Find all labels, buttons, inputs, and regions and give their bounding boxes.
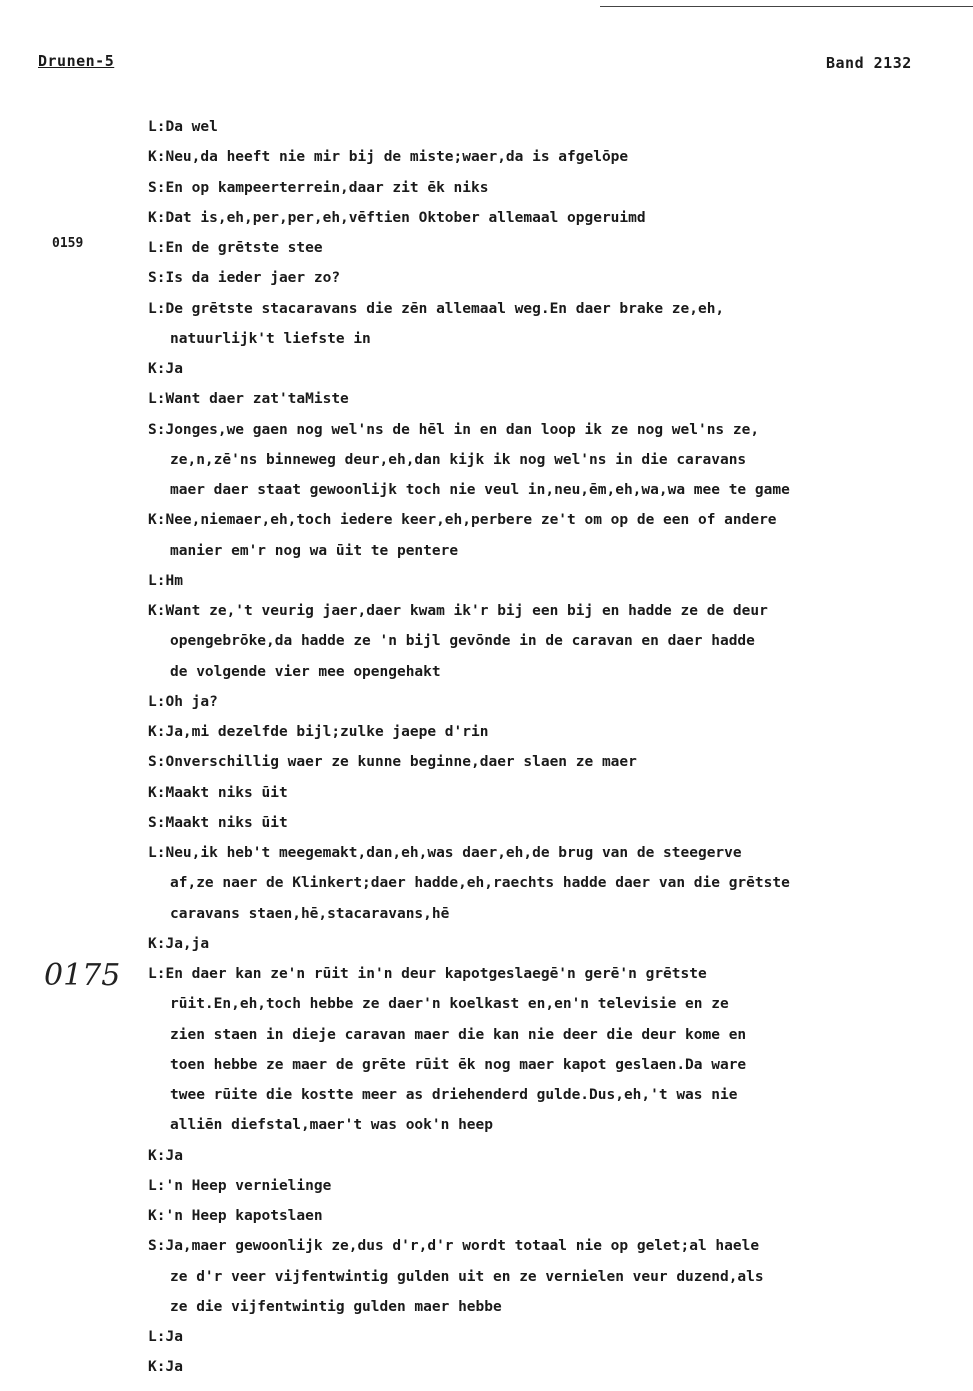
transcript-speaker-line: K:Ja,mi dezelfde bijl;zulke jaepe d'rin (148, 724, 489, 740)
margin-counter-typed: 0159 (52, 236, 84, 251)
tape-number: Band 2132 (826, 54, 912, 72)
transcript-speaker-line: K:Ja (148, 1359, 183, 1376)
transcript-continuation-line: toen hebbe ze maer de grēte rūit ēk nog maer kapot geslaen.Da ware (170, 1056, 747, 1073)
transcript-speaker-line: K:Ja,ja (148, 935, 210, 952)
transcript-continuation-line: rūit.En,eh,toch hebbe ze daer'n koelkast en,en'n televisie en ze (170, 996, 729, 1013)
transcript-speaker-line: L:De grētste stacaravans die zēn allemaal weg.En daer brake ze,eh, (148, 300, 725, 317)
transcript-speaker-line: L:En daer kan ze'n rūit in'n deur kapotgeslaegē'n gerē'n grētste (148, 966, 707, 982)
transcript-speaker-line: L:Hm (148, 572, 183, 589)
transcript-speaker-line: K:Nee,niemaer,eh,toch iedere keer,eh,perbere ze't om op de een of andere (148, 512, 777, 529)
transcript-continuation-line: opengebrōke,da hadde ze 'n bijl gevōnde in de caravan en daer hadde (170, 633, 755, 650)
transcript-continuation-line: ze die vijfentwintig gulden maer hebbe (170, 1298, 502, 1315)
transcript-speaker-line: L:Oh ja? (148, 693, 218, 710)
transcript-speaker-line: S:Maakt niks ūit (148, 814, 288, 831)
document-id: Drunen-5 (38, 52, 115, 70)
transcript-speaker-line: K:Ja (148, 361, 183, 377)
transcript-continuation-line: zien staen in dieje caravan maer die kan nie deer die deur kome en (170, 1026, 747, 1043)
transcript-continuation-line: ze,n,zē'ns binneweg deur,eh,dan kijk ik nog wel'ns in die caravans (170, 451, 747, 468)
transcript-speaker-line: S:Ja,maer gewoonlijk ze,dus d'r,d'r wordt totaal nie op gelet;al haele (148, 1238, 760, 1255)
margin-counter-handwritten: 0175 (44, 958, 121, 993)
transcript-continuation-line: de volgende vier mee opengehakt (170, 663, 441, 680)
transcript-continuation-line: ze d'r veer vijfentwintig gulden uit en ze vernielen veur duzend,als (170, 1268, 764, 1285)
transcript-speaker-line: K:'n Heep kapotslaen (148, 1208, 323, 1224)
transcript-speaker-line: K:Ja (148, 1147, 183, 1164)
transcript-speaker-line: K:Want ze,'t veurig jaer,daer kwam ik'r bij een bij en hadde ze de deur (148, 603, 768, 619)
transcript-speaker-line: K:Neu,da heeft nie mir bij de miste;waer,da is afgelōpe (148, 149, 629, 166)
transcript-speaker-line: S:Onverschillig waer ze kunne beginne,daer slaen ze maer (148, 754, 637, 771)
transcript-continuation-line: caravans staen,hē,stacaravans,hē (170, 905, 450, 922)
transcript-continuation-line: af,ze naer de Klinkert;daer hadde,eh,raechts hadde daer van die grētste (170, 875, 790, 892)
transcript-speaker-line: L:Da wel (148, 119, 218, 135)
transcript-continuation-line: alliēn diefstal,maer't was ook'n heep (170, 1117, 494, 1134)
transcript-continuation-line: natuurlijk't liefste in (170, 330, 371, 347)
transcript-continuation-line: manier em'r nog wa ūit te pentere (170, 542, 459, 559)
transcript-speaker-line: L:Want daer zat'taMiste (148, 391, 349, 408)
transcript-speaker-line: L:En de grētste stee (148, 240, 323, 256)
transcript-body (148, 112, 938, 1383)
transcript-speaker-line: L:Neu,ik heb't meegemakt,dan,eh,was daer,eh,de brug van de steegerve (148, 845, 742, 861)
transcript-speaker-line: K:Maakt niks ūit (148, 784, 288, 801)
transcript-speaker-line: L:Ja (148, 1329, 183, 1345)
transcript-speaker-line: S:Jonges,we gaen nog wel'ns de hēl in en dan loop ik ze nog wel'ns ze, (148, 421, 760, 438)
transcript-continuation-line: twee rūite die kostte meer as driehenderd gulde.Dus,eh,'t was nie (170, 1087, 738, 1103)
page-top-rule (600, 6, 973, 7)
transcript-speaker-line: S:En op kampeerterrein,daar zit ēk niks (148, 179, 489, 196)
transcript-continuation-line: maer daer staat gewoonlijk toch nie veul in,neu,ēm,eh,wa,wa mee te game (170, 482, 790, 498)
transcript-speaker-line: L:'n Heep vernielinge (148, 1177, 332, 1194)
transcript-speaker-line: S:Is da ieder jaer zo? (148, 270, 341, 287)
transcript-speaker-line: K:Dat is,eh,per,per,eh,vēftien Oktober allemaal opgeruimd (148, 209, 646, 226)
